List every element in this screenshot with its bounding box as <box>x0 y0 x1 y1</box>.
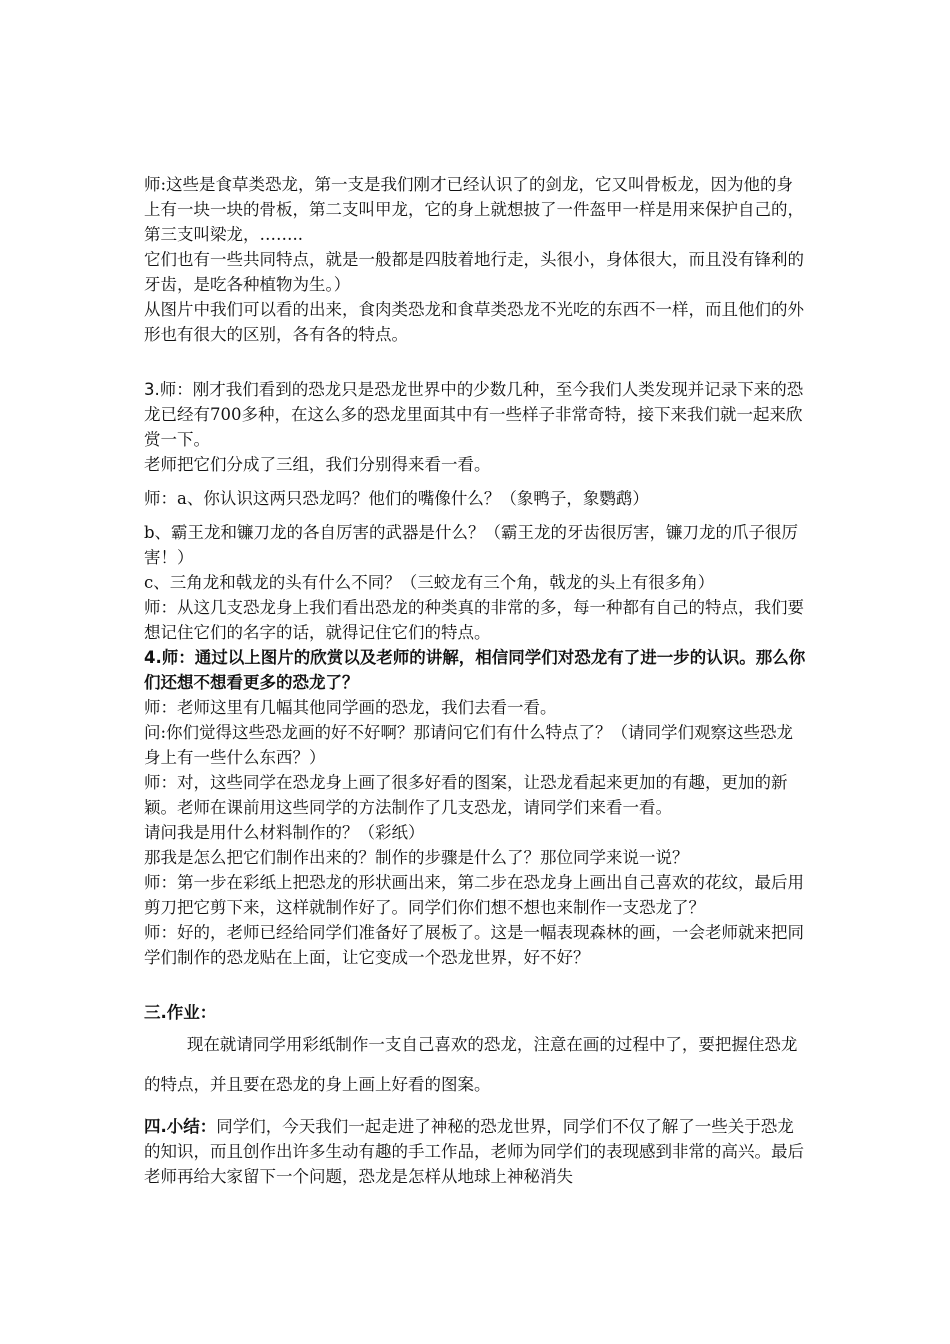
paragraph-question-c: c、三角龙和戟龙的头有什么不同？（三蛟龙有三个角，戟龙的头上有很多角） <box>144 573 715 592</box>
heading-summary: 四.小结： <box>144 1117 217 1136</box>
paragraph-question-b: b、霸王龙和镰刀龙的各自厉害的武器是什么？（霸王龙的牙齿很厉害，镰刀龙的爪子很厉害！） <box>144 523 799 567</box>
paragraph-question-a: 师：a、你认识这两只恐龙吗？他们的嘴像什么？（象鸭子，象鹦鹉） <box>144 489 649 508</box>
section-3-number: 3. <box>144 380 160 399</box>
paragraph-steps: 师：第一步在彩纸上把恐龙的形状画出来，第二步在恐龙身上画出自己喜欢的花纹，最后用剪刀把它剪下来，这样就制作好了。同学们你们想不想也来制作一支恐龙了？ <box>144 873 804 917</box>
paragraph-display-board: 师：好的，老师已经给同学们准备好了展板了。这是一幅表现森林的画，一会老师就来把同学们制作的恐龙贴在上面，让它变成一个恐龙世界，好不好？ <box>144 923 804 967</box>
paragraph-section-4 <box>144 645 808 695</box>
paragraph-summary <box>144 1114 808 1189</box>
paragraph-homework: 现在就请同学用彩纸制作一支自己喜欢的恐龙，注意在画的过程中了，要把握住恐龙的特点，并且要在恐龙的身上画上好看的图案。 <box>144 1035 798 1094</box>
section-4-lead: 4.师： <box>144 648 195 667</box>
paragraph-patterns: 师：对，这些同学在恐龙身上画了很多好看的图案，让恐龙看起来更加的有趣，更加的新颖。老师在课前用这些同学的方法制作了几支恐龙，请同学们来看一看。 <box>144 773 788 817</box>
paragraph-student-drawings: 师：老师这里有几幅其他同学画的恐龙，我们去看一看。 <box>144 698 557 717</box>
paragraph-variety: 师：从这几支恐龙身上我们看出恐龙的种类真的非常的多，每一种都有自己的特点，我们要想记住它们的名字的话，就得记住它们的特点。 <box>144 598 804 642</box>
paragraph-herbivore-intro: 师:这些是食草类恐龙，第一支是我们刚才已经认识了的剑龙，它又叫骨板龙，因为他的身上有一块一块的骨板，第二支叫甲龙，它的身上就想披了一件盔甲一样是用来保护自己的，第三支叫梁龙，…….. <box>144 175 804 244</box>
summary-text: 同学们，今天我们一起走进了神秘的恐龙世界，同学们不仅了解了一些关于恐龙的知识，而且创作出许多生动有趣的手工作品，老师为同学们的表现感到非常的高兴。最后老师再给大家留下一个问题，恐龙是怎样从地球上神秘消失 <box>144 1117 804 1186</box>
paragraph-comparison: 从图片中我们可以看的出来，食肉类恐龙和食草类恐龙不光吃的东西不一样，而且他们的外形也有很大的区别，各有各的特点。 <box>144 300 804 344</box>
paragraph-steps-question: 那我是怎么把它们制作出来的？制作的步骤是什么了？那位同学来说一说？ <box>144 848 689 867</box>
paragraph-material-question: 请问我是用什么材料制作的？（彩纸） <box>144 823 425 842</box>
section-4-text: 通过以上图片的欣赏以及老师的讲解，相信同学们对恐龙有了进一步的认识。那么你们还想不想看更多的恐龙了？ <box>144 648 806 692</box>
paragraph-section-3 <box>144 377 808 452</box>
paragraph-herbivore-traits: 它们也有一些共同特点，就是一般都是四肢着地行走，头很小，身体很大，而且没有锋利的牙齿，是吃各种植物为生。） <box>144 250 804 294</box>
paragraph-question-drawings: 问:你们觉得这些恐龙画的好不好啊？那请问它们有什么特点了？（请同学们观察这些恐龙身上有一些什么东西？） <box>144 723 794 767</box>
section-3-text: 师：刚才我们看到的恐龙只是恐龙世界中的少数几种，至今我们人类发现并记录下来的恐龙已经有700多种，在这么多的恐龙里面其中有一些样子非常奇特，接下来我们就一起来欣赏一下。 <box>144 380 804 449</box>
document-body <box>144 172 808 1189</box>
heading-homework: 三.作业： <box>144 1003 217 1022</box>
paragraph-three-groups: 老师把它们分成了三组，我们分别得来看一看。 <box>144 455 491 474</box>
